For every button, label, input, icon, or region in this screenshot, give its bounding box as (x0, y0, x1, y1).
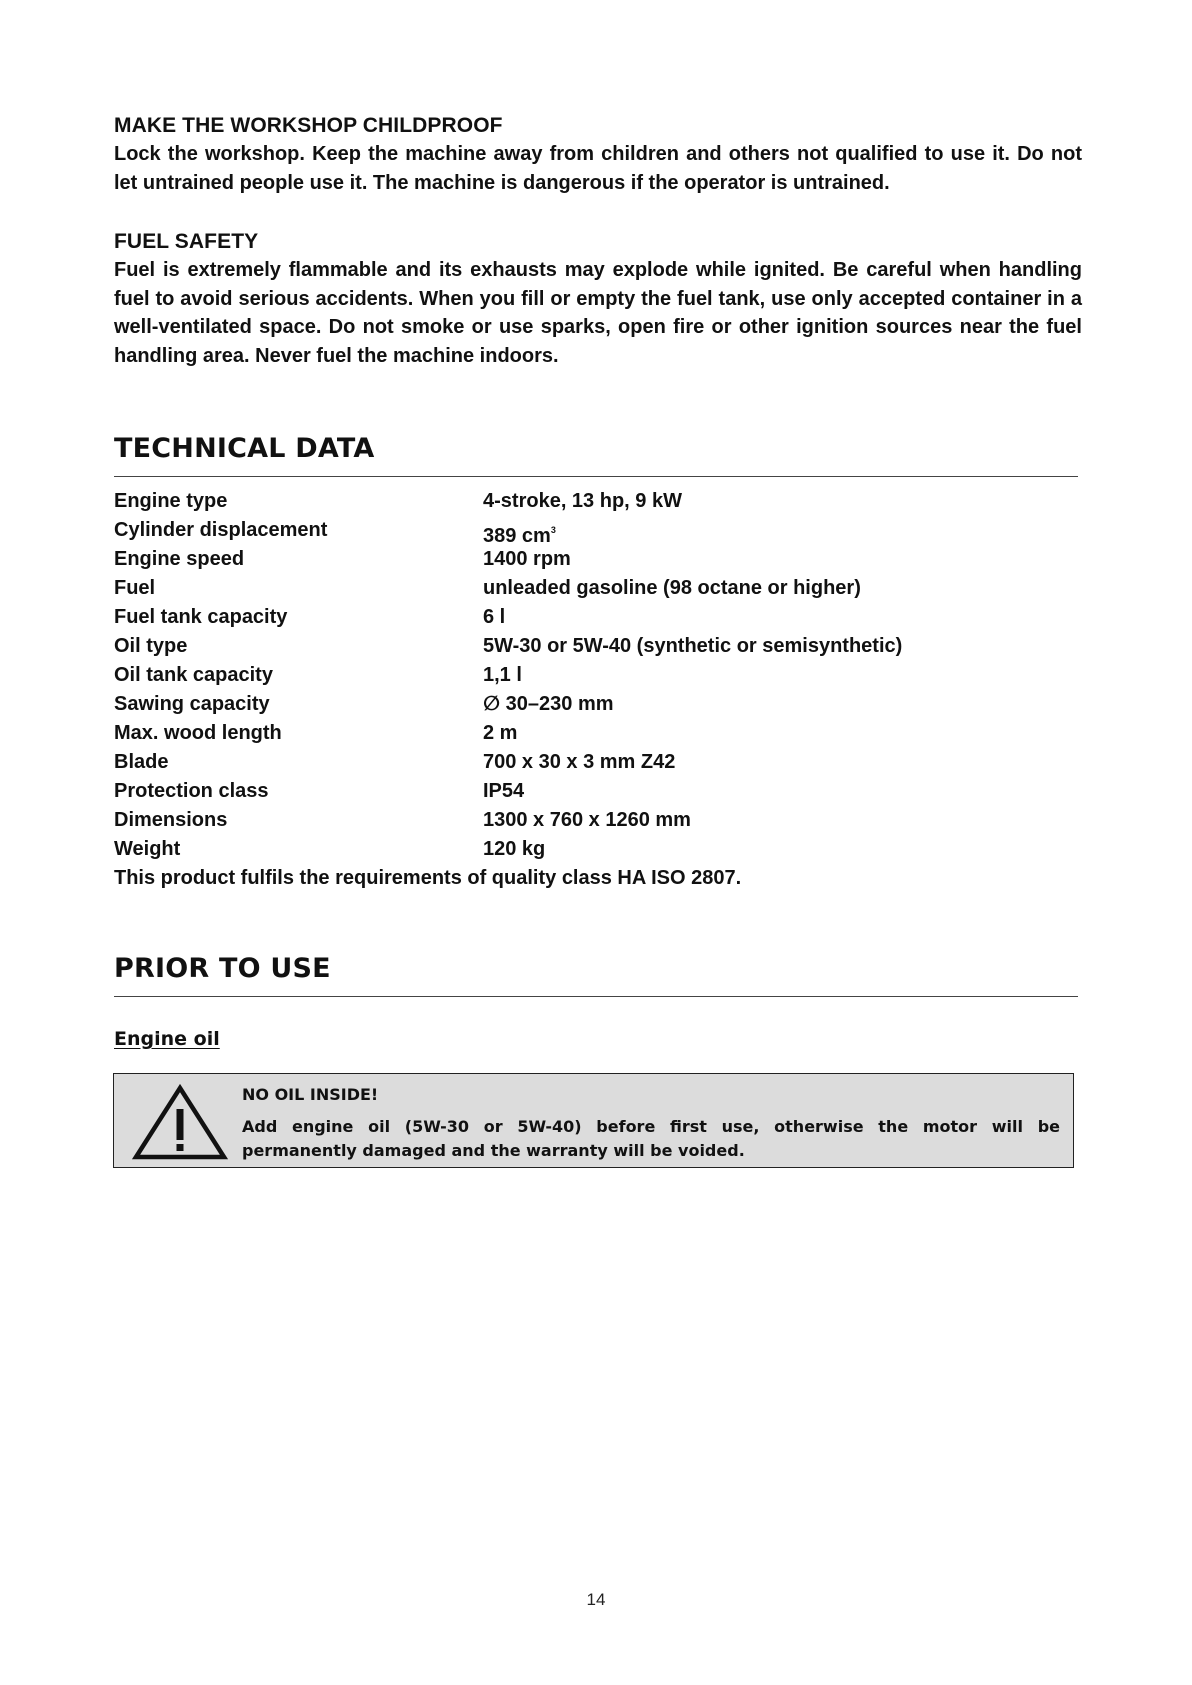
spec-value-text: IP54 (483, 780, 525, 802)
spec-label: Max. wood length (114, 722, 282, 744)
spec-value (483, 574, 861, 603)
spec-row (114, 632, 1082, 661)
quality-note-wrap (114, 864, 1082, 893)
spec-label: Engine type (114, 490, 228, 512)
spec-value (483, 487, 682, 516)
spec-value (483, 748, 675, 777)
spec-label: Protection class (114, 780, 269, 802)
spec-label: Oil type (114, 635, 188, 657)
spec-label: Fuel (114, 577, 156, 599)
spec-value-superscript: 3 (550, 525, 556, 535)
spec-row (114, 719, 1082, 748)
fuel-safety-section (114, 228, 1082, 370)
workshop-section (114, 112, 1082, 197)
spec-value (483, 777, 524, 806)
spec-value (483, 661, 522, 690)
spec-value-text: 1,1 l (483, 664, 522, 686)
spec-row (114, 487, 1082, 516)
spec-row (114, 603, 1082, 632)
workshop-heading: MAKE THE WORKSHOP CHILDPROOF (114, 114, 503, 137)
spec-label: Cylinder displacement (114, 519, 328, 541)
spec-label: Fuel tank capacity (114, 606, 288, 628)
engine-oil-subheading: Engine oil (114, 1028, 220, 1050)
spec-label: Blade (114, 751, 169, 773)
spec-value (483, 632, 902, 661)
spec-value-text: 4-stroke, 13 hp, 9 kW (483, 490, 682, 512)
spec-value-text: 700 x 30 x 3 mm Z42 (483, 751, 676, 773)
spec-value (483, 719, 517, 748)
prior-to-use-divider (114, 996, 1078, 997)
spec-row (114, 574, 1082, 603)
spec-label: Oil tank capacity (114, 664, 273, 686)
engine-oil-subheading-wrap (114, 1028, 1082, 1050)
warning-triangle-icon (132, 1083, 228, 1161)
workshop-text: Lock the workshop. Keep the machine away from children and others not qualified to use it. Do not let untrained people use it. The machine is dangerous if the operator is untrained. (114, 143, 1082, 194)
spec-value-text: 2 m (483, 722, 518, 744)
spec-value-text: 6 l (483, 606, 506, 628)
warning-body: Add engine oil (5W-30 or 5W-40) before first use, otherwise the motor will be permanently damaged and the warranty will be voided. (242, 1117, 1060, 1160)
spec-value (483, 806, 691, 835)
warning-text-block (242, 1083, 1060, 1163)
spec-row (114, 835, 1082, 864)
prior-to-use-title-wrap (114, 952, 1082, 986)
spec-row (114, 748, 1082, 777)
prior-to-use-title: PRIOR TO USE (114, 953, 331, 984)
spec-label: Dimensions (114, 809, 228, 831)
spec-table (114, 487, 1082, 864)
spec-value-text: ∅ 30–230 mm (483, 693, 614, 715)
spec-value-text: 1300 x 760 x 1260 mm (483, 809, 691, 831)
spec-value (483, 690, 614, 719)
warning-title: NO OIL INSIDE! (242, 1085, 379, 1104)
page-number: 14 (586, 1590, 606, 1609)
spec-value (483, 603, 505, 632)
spec-value-text: 389 cm (483, 525, 551, 547)
quality-note: This product fulfils the requirements of quality class HA ISO 2807. (114, 867, 742, 889)
technical-data-title: TECHNICAL DATA (114, 433, 375, 464)
spec-label: Engine speed (114, 548, 245, 570)
spec-value (483, 835, 545, 864)
spec-row (114, 777, 1082, 806)
spec-row (114, 545, 1082, 574)
spec-value-text: 1400 rpm (483, 548, 571, 570)
spec-row (114, 661, 1082, 690)
spec-label: Sawing capacity (114, 693, 270, 715)
warning-box (113, 1073, 1074, 1168)
fuel-safety-text: Fuel is extremely flammable and its exhausts may explode while ignited. Be careful when handling fuel to avoid serious accidents. When you fill or empty the fuel tank, use only accepted container in a well-ventilated space. Do not smoke or use sparks, open fire or other ignition sources near the fuel handling area. Never fuel the machine indoors. (114, 259, 1082, 367)
technical-data-title-wrap (114, 432, 1082, 466)
technical-data-divider (114, 476, 1078, 477)
spec-value-text: 120 kg (483, 838, 546, 860)
spec-row (114, 806, 1082, 835)
spec-value-text: 5W-30 or 5W-40 (synthetic or semisynthetic) (483, 635, 903, 657)
spec-label: Weight (114, 838, 181, 860)
spec-value (483, 545, 571, 574)
fuel-safety-heading: FUEL SAFETY (114, 230, 259, 253)
spec-value-text: unleaded gasoline (98 octane or higher) (483, 577, 861, 599)
spec-row (114, 690, 1082, 719)
spec-row (114, 516, 1082, 545)
